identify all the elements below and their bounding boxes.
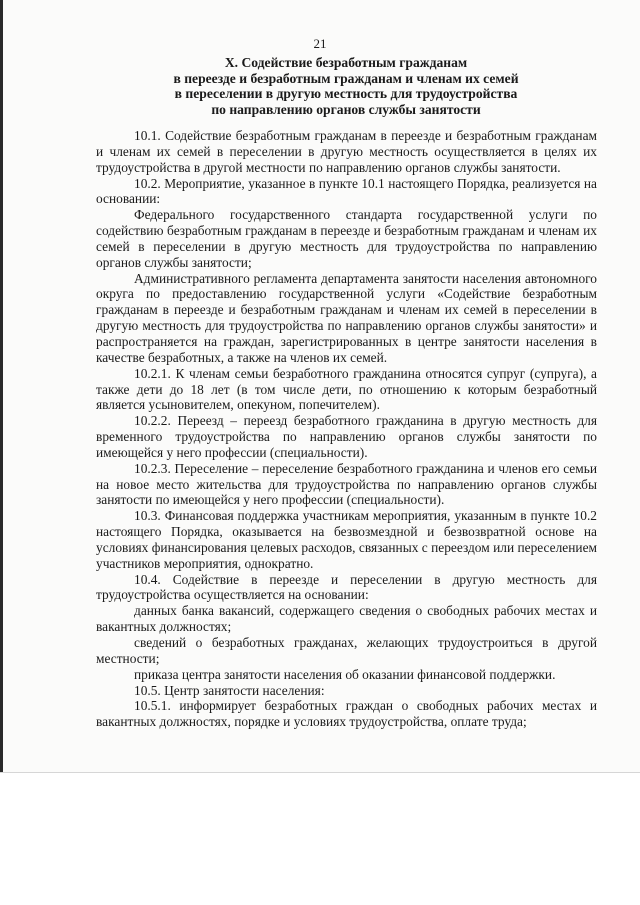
basis-admin-regulation: Административного регламента департамента занятости населения автономного округа по предоставлению государственной услуги «Содействие безработным гражданам в переезде и безработным гражданам и членам их семей в переселении в другую местность для трудоустройства по направлению органов службы занятости» и распространяется на граждан, зарегистрированных в центре занятости населения в качестве безработных, а также на членов их семей. [96, 270, 597, 365]
paragraph-10-1: 10.1. Содействие безработным гражданам в переезде и безработным гражданам и членам их семей в переселении в другую местность осуществляется в целях их трудоустройства в другой местности по направлению органов службы занятости. [96, 128, 597, 175]
paragraph-10-2-3: 10.2.3. Переселение – переселение безработного гражданина и членов его семьи на новое место жительства для трудоустройства по направлению органов службы занятости по имеющейся у него профессии (специальности). [96, 460, 597, 508]
document-body [96, 128, 597, 730]
paragraph-10-2: 10.2. Мероприятие, указанное в пункте 10.1 настоящего Порядка, реализуется на основании: [96, 175, 597, 207]
paragraph-10-4: 10.4. Содействие в переезде и переселении в другую местность для трудоустройства осуществляется на основании: [96, 571, 597, 603]
paragraph-10-3: 10.3. Финансовая поддержка участникам мероприятия, указанным в пункте 10.2 настоящего Порядка, оказывается на безвозмездной и безвозвратной основе на условиях финансирования целевых расходов, связанных с переездом или переселением участников мероприятия, однократно. [96, 508, 597, 571]
heading-line: по направлению органов службы занятости [211, 101, 481, 117]
paragraph-10-5: 10.5. Центр занятости населения: [134, 682, 325, 698]
basis-federal-standard: Федерального государственного стандарта государственной услуги по содействию безработным гражданам в переезде и безработным гражданам и членам их семей в переселении в другую местность для трудоустройства по направлению органов службы занятости; [96, 207, 597, 270]
section-heading [96, 55, 596, 117]
basis-unemployed-info: сведений о безработных гражданах, желающих трудоустроиться в другой местности; [96, 635, 597, 666]
heading-line: X. Содействие безработным гражданам [224, 55, 468, 70]
page-number: 21 [313, 36, 327, 51]
scan-edge [0, 0, 3, 772]
heading-line: в переселении в другую местность для трудоустройства [174, 86, 518, 102]
paragraph-10-5-1: 10.5.1. информирует безработных граждан о свободных рабочих местах и вакантных должностях, порядке и условиях трудоустройства, оплате труда; [96, 698, 597, 730]
basis-order: приказа центра занятости населения об оказании финансовой поддержки. [134, 666, 556, 682]
heading-line: в переезде и безработным гражданам и членам их семей [173, 70, 519, 86]
paragraph-10-2-1: 10.2.1. К членам семьи безработного гражданина относятся супруг (супруга), а также дети до 18 лет (в том числе дети, по отношению к которым безработный является усыновителем, опекуном, попечителем). [96, 365, 597, 413]
basis-vacancy-bank: данных банка вакансий, содержащего сведения о свободных рабочих местах и вакантных должностях; [96, 603, 597, 635]
paragraph-10-2-2: 10.2.2. Переезд – переезд безработного гражданина в другую местность для временного трудоустройства по направлению органов службы занятости по имеющейся у него профессии (специальности). [96, 413, 597, 460]
